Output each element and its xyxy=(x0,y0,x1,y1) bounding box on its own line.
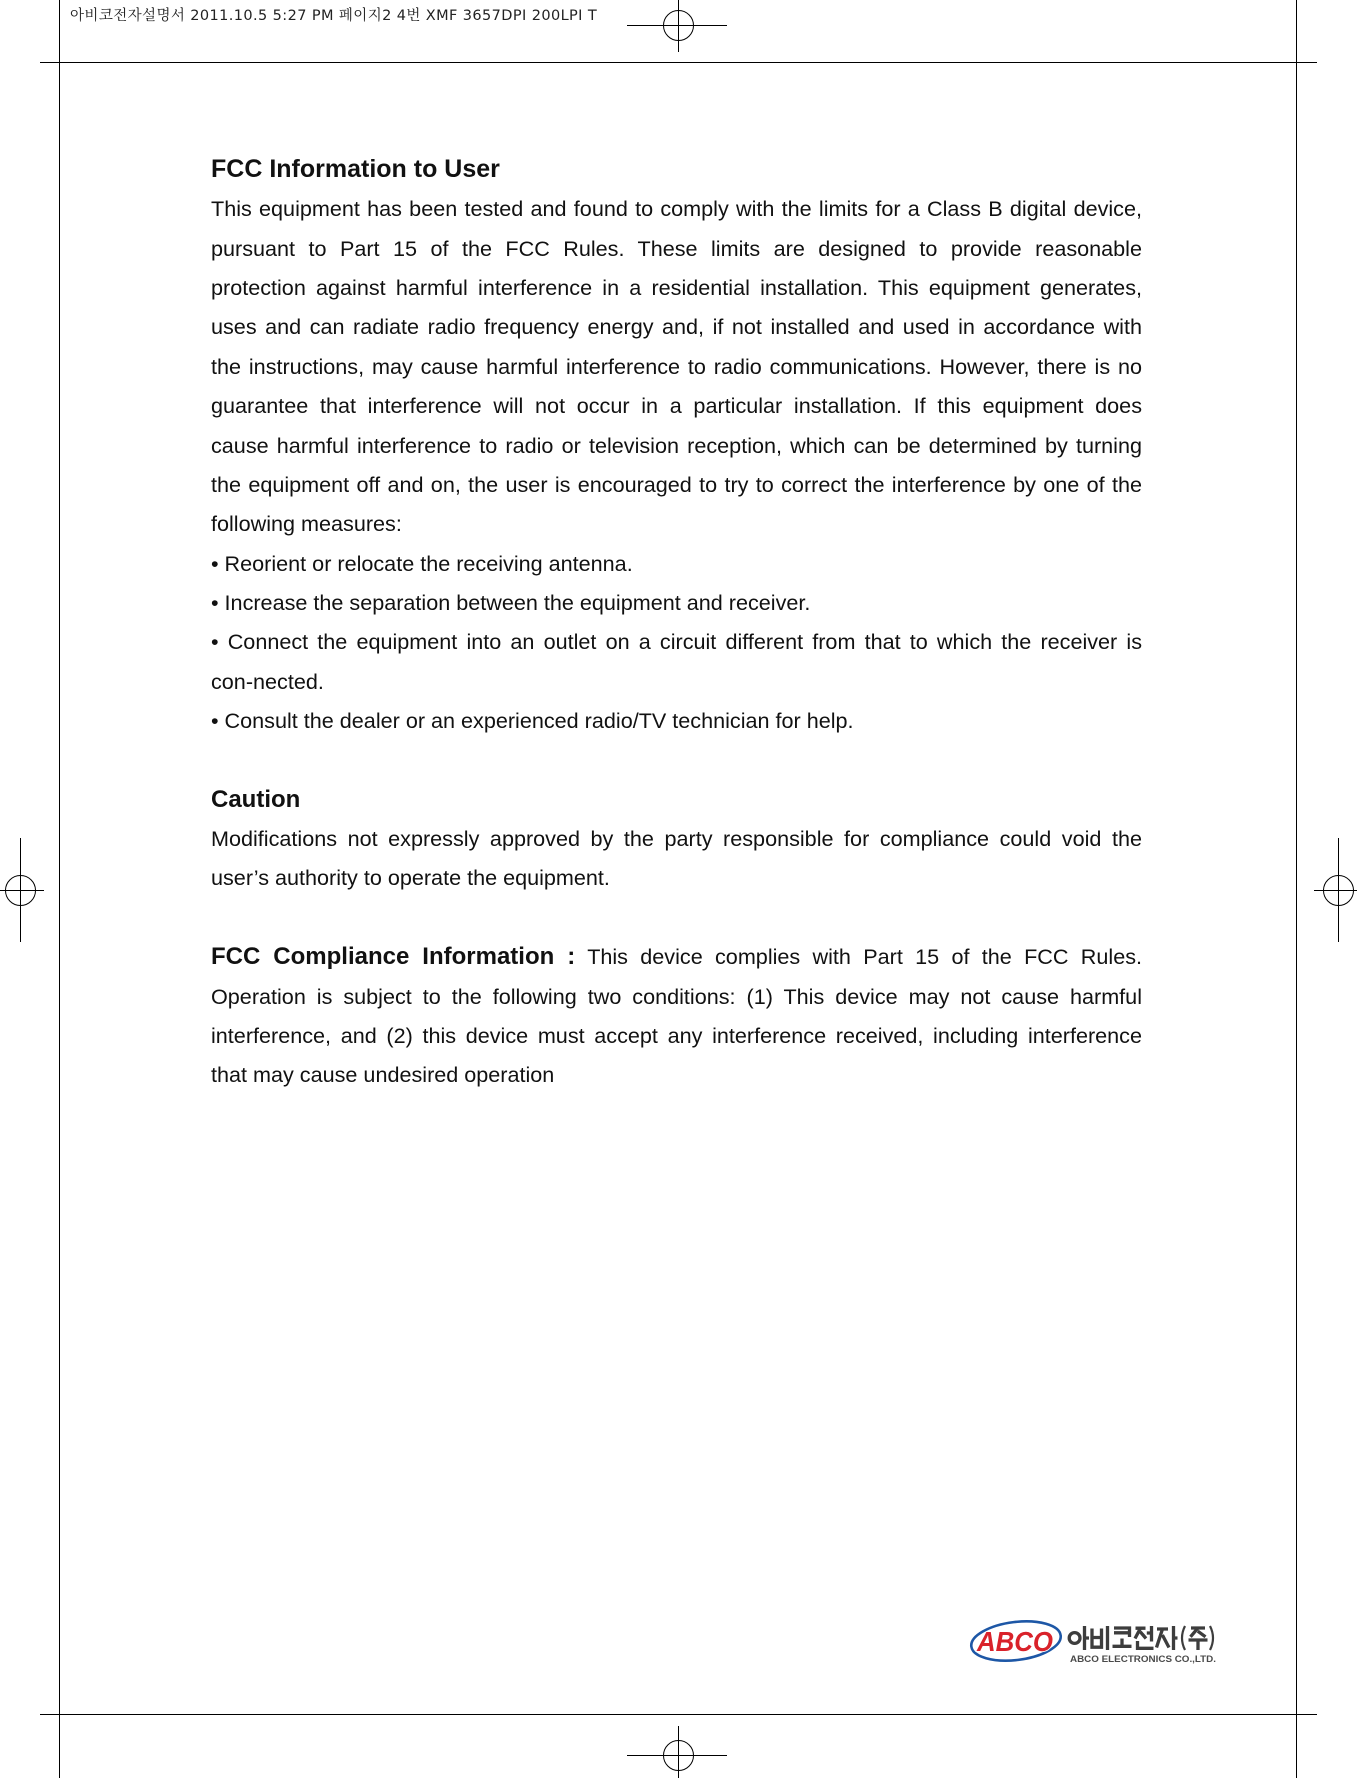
fcc-info-line: pursuant to Part 15 of the FCC Rules. These limits are designed to provide reasonable xyxy=(211,235,1142,261)
compliance-text: This device complies with Part 15 of the FCC Rules. xyxy=(587,944,1142,970)
logo-company-name-en: ABCO ELECTRONICS CO.,LTD. xyxy=(1070,1654,1216,1665)
section-title-fcc-information: FCC Information to User xyxy=(211,155,500,183)
wordmark-glyph-ja xyxy=(1157,1626,1178,1650)
fcc-info-line: protection against harmful interference in a residential installation. This equipment generates, xyxy=(211,275,1142,301)
paragraph-spacer xyxy=(211,898,1142,937)
wordmark-glyph-bi xyxy=(1092,1626,1108,1650)
fcc-info-line: cause harmful interference to radio or television reception, which can be determined by turning xyxy=(211,432,1142,458)
print-slug: 아비코전자설명서 2011.10.5 5:27 PM 페이지2 4번 XMF 3657DPI 200LPI T xyxy=(70,8,598,24)
measure-item-continuation: con-nected. xyxy=(211,668,324,694)
measure-item: • Increase the separation between the equipment and receiver. xyxy=(211,589,811,615)
caution-line: Modifications not expressly approved by the party responsible for compliance could void the xyxy=(211,826,1142,852)
paragraph-spacer xyxy=(211,740,1142,779)
fcc-info-line: following measures: xyxy=(211,511,402,537)
compliance-line xyxy=(211,937,1142,976)
wordmark-glyph-ko xyxy=(1113,1628,1132,1646)
registration-mark-right xyxy=(1314,838,1357,942)
fcc-info-line: uses and can radiate radio frequency energy and, if not installed and used in accordance with xyxy=(211,314,1142,340)
measure-item: • Consult the dealer or an experienced radio/TV technician for help. xyxy=(211,708,854,734)
company-logo xyxy=(960,1608,1230,1672)
registration-mark-bottom xyxy=(627,1726,727,1778)
registration-mark-left xyxy=(0,838,44,942)
wordmark-glyph-jeon xyxy=(1135,1626,1154,1648)
section-title-caution: Caution xyxy=(211,785,301,813)
compliance-line: interference, and (2) this device must accept any interference received, including interference xyxy=(211,1022,1142,1048)
measure-item: • Reorient or relocate the receiving antenna. xyxy=(211,550,633,576)
wordmark-glyph-ju xyxy=(1189,1628,1208,1650)
logo-korean-wordmark xyxy=(1069,1626,1213,1650)
fcc-info-line: guarantee that interference will not occur in a particular installation. If this equipment does xyxy=(211,393,1142,419)
compliance-line: Operation is subject to the following two conditions: (1) This device may not cause harmful xyxy=(211,983,1142,1009)
document-body xyxy=(211,150,1142,1095)
fcc-info-line: the equipment off and on, the user is encouraged to try to correct the interference by one of the xyxy=(211,471,1142,497)
compliance-line: that may cause undesired operation xyxy=(211,1062,555,1088)
compliance-label: FCC Compliance Information : xyxy=(211,943,576,971)
fcc-info-line: This equipment has been tested and found to comply with the limits for a Class B digital device, xyxy=(211,196,1142,222)
fcc-info-line: the instructions, may cause harmful interference to radio communications. However, there is no xyxy=(211,353,1142,379)
wordmark-glyph-a xyxy=(1069,1626,1089,1650)
registration-mark-top xyxy=(627,0,727,52)
wordmark-paren-close xyxy=(1210,1626,1213,1650)
caution-line: user’s authority to operate the equipment. xyxy=(211,865,610,891)
measure-item: • Connect the equipment into an outlet on a circuit different from that to which the receiver is xyxy=(211,629,1142,655)
wordmark-paren-open xyxy=(1182,1626,1185,1650)
logo-mark: ABCO xyxy=(976,1626,1054,1657)
